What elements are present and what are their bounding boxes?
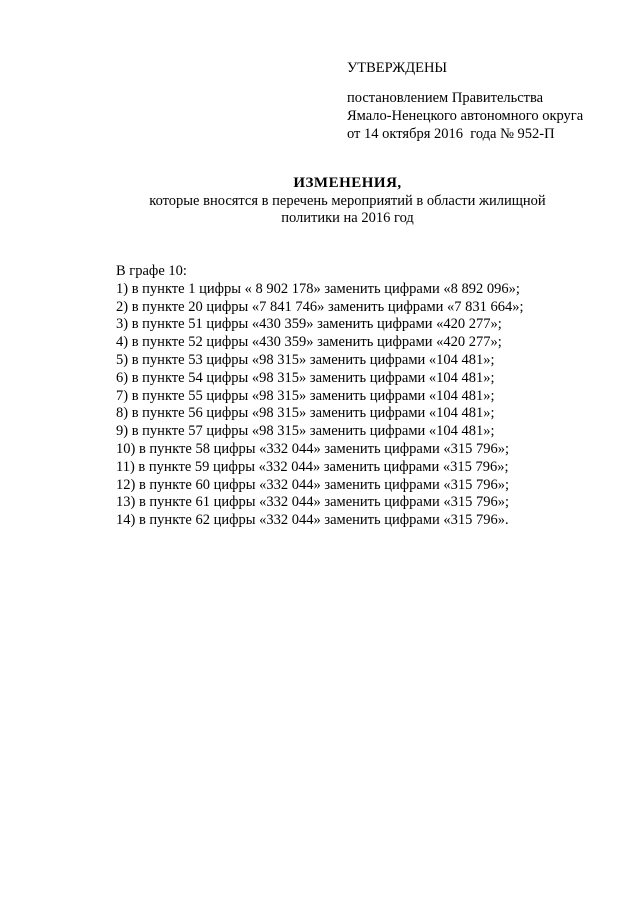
- amendment-item-8: 8) в пункте 56 цифры «98 315» заменить цифрами «104 481»;: [116, 405, 495, 422]
- approval-line-2: Ямало-Ненецкого автономного округа: [347, 108, 584, 124]
- amendment-item-7: 7) в пункте 55 цифры «98 315» заменить цифрами «104 481»;: [116, 387, 495, 404]
- amendment-item-6: 6) в пункте 54 цифры «98 315» заменить цифрами «104 481»;: [116, 369, 495, 386]
- document-body: [116, 263, 524, 530]
- document-title: ИЗМЕНЕНИЯ,: [293, 175, 402, 191]
- amendment-item-14: 14) в пункте 62 цифры «332 044» заменить цифрами «315 796».: [116, 512, 509, 529]
- document-title-block: [100, 175, 595, 228]
- approval-heading: УТВЕРЖДЕНЫ: [347, 60, 448, 76]
- amendment-item-3: 3) в пункте 51 цифры «430 359» заменить цифрами «420 277»;: [116, 316, 502, 333]
- amendment-item-10: 10) в пункте 58 цифры «332 044» заменить цифрами «315 796»;: [116, 440, 510, 457]
- approval-line-1: постановлением Правительства: [347, 90, 544, 106]
- amendment-item-2: 2) в пункте 20 цифры «7 841 746» заменить цифрами «7 831 664»;: [116, 298, 524, 315]
- amendment-item-12: 12) в пункте 60 цифры «332 044» заменить цифрами «315 796»;: [116, 476, 510, 493]
- amendment-item-11: 11) в пункте 59 цифры «332 044» заменить цифрами «315 796»;: [116, 458, 509, 475]
- amendment-item-4: 4) в пункте 52 цифры «430 359» заменить цифрами «420 277»;: [116, 334, 502, 351]
- document-subtitle-line-1: которые вносятся в перечень мероприятий в области жилищной: [149, 192, 546, 209]
- amendment-item-13: 13) в пункте 61 цифры «332 044» заменить цифрами «315 796»;: [116, 494, 510, 511]
- document-subtitle-line-2: политики на 2016 год: [281, 210, 414, 226]
- approval-block: [347, 59, 583, 143]
- amendment-item-1: 1) в пункте 1 цифры « 8 902 178» заменить цифрами «8 892 096»;: [116, 280, 520, 297]
- amendment-item-5: 5) в пункте 53 цифры «98 315» заменить цифрами «104 481»;: [116, 351, 495, 368]
- amendment-item-9: 9) в пункте 57 цифры «98 315» заменить цифрами «104 481»;: [116, 423, 495, 440]
- approval-line-3: от 14 октября 2016 года № 952-П: [347, 126, 555, 142]
- body-intro: В графе 10:: [116, 263, 187, 279]
